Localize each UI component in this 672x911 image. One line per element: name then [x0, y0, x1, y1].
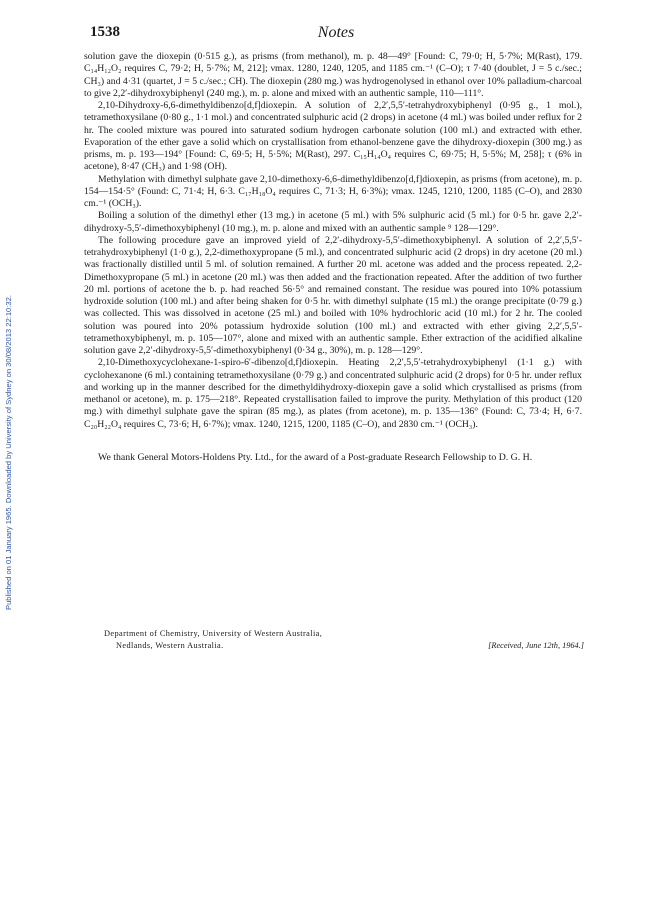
- page-number: 1538: [90, 24, 120, 40]
- paragraph-4: Boiling a solution of the dimethyl ether (13 mg.) in acetone (5 ml.) with 5% sulphuric acid (5 ml.) for 0·5 hr. gave 2,2′-dihydroxy-5,5′-dimethoxybiphenyl (10 mg.), m. p. alone and mixed with an authentic sample ⁹ 128—129°.: [84, 210, 582, 234]
- affiliation-line-1: Department of Chemistry, University of Western Australia,: [104, 629, 323, 638]
- affiliation-block: [104, 628, 584, 651]
- article-body: [84, 51, 582, 464]
- affiliation-line-2: Nedlands, Western Australia.: [116, 640, 224, 650]
- paragraph-6: 2,10-Dimethoxycyclohexane-1-spiro-6′-dibenzo[d,f]dioxepin. Heating 2,2′,5,5′-tetrahydroxybiphenyl (1·1 g.) with cyclohexanone (6 ml.) containing tetramethoxysilane (0·79 g.) and concentrated sulphuric acid (2 drops) for 0·5 hr. under reflux and working up in the manner described for the dimethyldihydroxy-dioxepin gave a solid which crystallised as prisms (from methanol or acetone), m. p. 175—218°. Repeated crystallisation failed to improve the purity. Methylation of this product (120 mg.) with dimethyl sulphate gave the spiran (85 mg.), as plates (from acetone), m. p. 135—136° (Found: C, 73·4; H, 6·7. C₂₀H₂₂O₄ requires C, 73·6; H, 6·7%); νmax. 1240, 1215, 1200, 1185 (C–O), and 2830 cm.⁻¹ (OCH₃).: [84, 357, 582, 430]
- paragraph-5: The following procedure gave an improved yield of 2,2′-dihydroxy-5,5′-dimethoxybiphenyl. A solution of 2,2′,5,5′-tetrahydroxybiphenyl (1·0 g.), 2,2-dimethoxypropane (5 ml.), and concentrated sulphuric acid (2 drops) in dry acetone (20 ml.) was fractionally distilled until 5 ml. of solution remained. A further 20 ml. acetone was added and the process repeated. 2,2-Dimethoxypropane (5 ml.) in acetone (20 ml.) was then added and the fractionation repeated. After the addition of two further 20 ml. portions of acetone the b. p. had reached 56·5° and remained constant. The residue was poured into 10% potassium hydroxide solution (100 ml.) and after being shaken for 0·5 hr. with dimethyl sulphate (15 ml.) the orange precipitate (0·79 g.) was collected. This was dissolved in acetone (25 ml.) and boiled with 10% hydrochloric acid (10 ml.) for 2 hr. The cooled solution was poured into 20% potassium hydroxide solution (100 ml.) and extracted with ether giving 2,2′,5,5′-tetramethoxybiphenyl, m. p. 105—107°, alone and mixed with an authentic sample. Ether extraction of the acidified alkaline solution gave 2,2′-dihydroxy-5,5′-dimethoxybiphenyl (0·34 g., 30%), m. p. 128—129°.: [84, 234, 582, 356]
- download-notice: [4, 140, 16, 610]
- page-header: [90, 24, 582, 44]
- paragraph-2: 2,10-Dihydroxy-6,6-dimethyldibenzo[d,f]dioxepin. A solution of 2,2′,5,5′-tetrahydroxybiphenyl (0·95 g., 1 mol.), tetramethoxysilane (0·80 g., 1·1 mol.) and concentrated sulphuric acid (2 drops) in acetone (4 ml.) was boiled under reflux for 2 hr. The cooled mixture was poured into saturated sodium hydrogen carbonate solution (100 ml.) and extracted with ether. Evaporation of the ether gave a solid which on crystallisation from ethanol-benzene gave the dihydroxy-dioxepin (300 mg.) as prisms, m. p. 193—194° [Found: C, 69·5; H, 5·5%; M(Rast), 297. C₁₅H₁₄O₄ requires C, 69·75; H, 5·5%; M, 258]; τ (6% in acetone), 8·47 (CH₃) and 1·98 (OH).: [84, 100, 582, 173]
- acknowledgement: We thank General Motors-Holdens Pty. Ltd., for the award of a Post-graduate Research Fellowship to D. G. H.: [98, 451, 533, 463]
- paragraph-3: Methylation with dimethyl sulphate gave 2,10-dimethoxy-6,6-dimethyldibenzo[d,f]dioxepin, as prisms (from acetone), m. p. 154—154·5° (Found: C, 71·4; H, 6·3. C₁₇H₁₈O₄ requires C, 71·3; H, 6·3%); νmax. 1245, 1210, 1200, 1185 (C–O), and 2830 cm.⁻¹ (OCH₃).: [84, 173, 582, 209]
- received-date: [Received, June 12th, 1964.]: [488, 640, 584, 650]
- paragraph-1: solution gave the dioxepin (0·515 g.), as prisms (from methanol), m. p. 48—49° [Found: C, 79·0; H, 5·7%; M(Rast), 179. C₁₄H₁₂O₂ requires C, 79·2; H, 5·7%; M, 212]; νmax. 1280, 1240, 1205, and 1185 cm.⁻¹ (C–O); τ 7·40 (doublet, J = 5 c./sec.; CH₃) and 4·31 (quartet, J = 5 c./sec.; CH). The dioxepin (280 mg.) was hydrogenolysed in ethanol over 10% palladium-charcoal to give 2,2′-dihydroxybiphenyl (240 mg.), m. p. alone and mixed with an authentic sample, 110—111°.: [84, 51, 582, 99]
- running-head: Notes: [317, 24, 355, 41]
- download-notice-text: Published on 01 January 1965. Downloaded by University of Sydney on 30/08/2013 22:10:32.: [4, 295, 13, 610]
